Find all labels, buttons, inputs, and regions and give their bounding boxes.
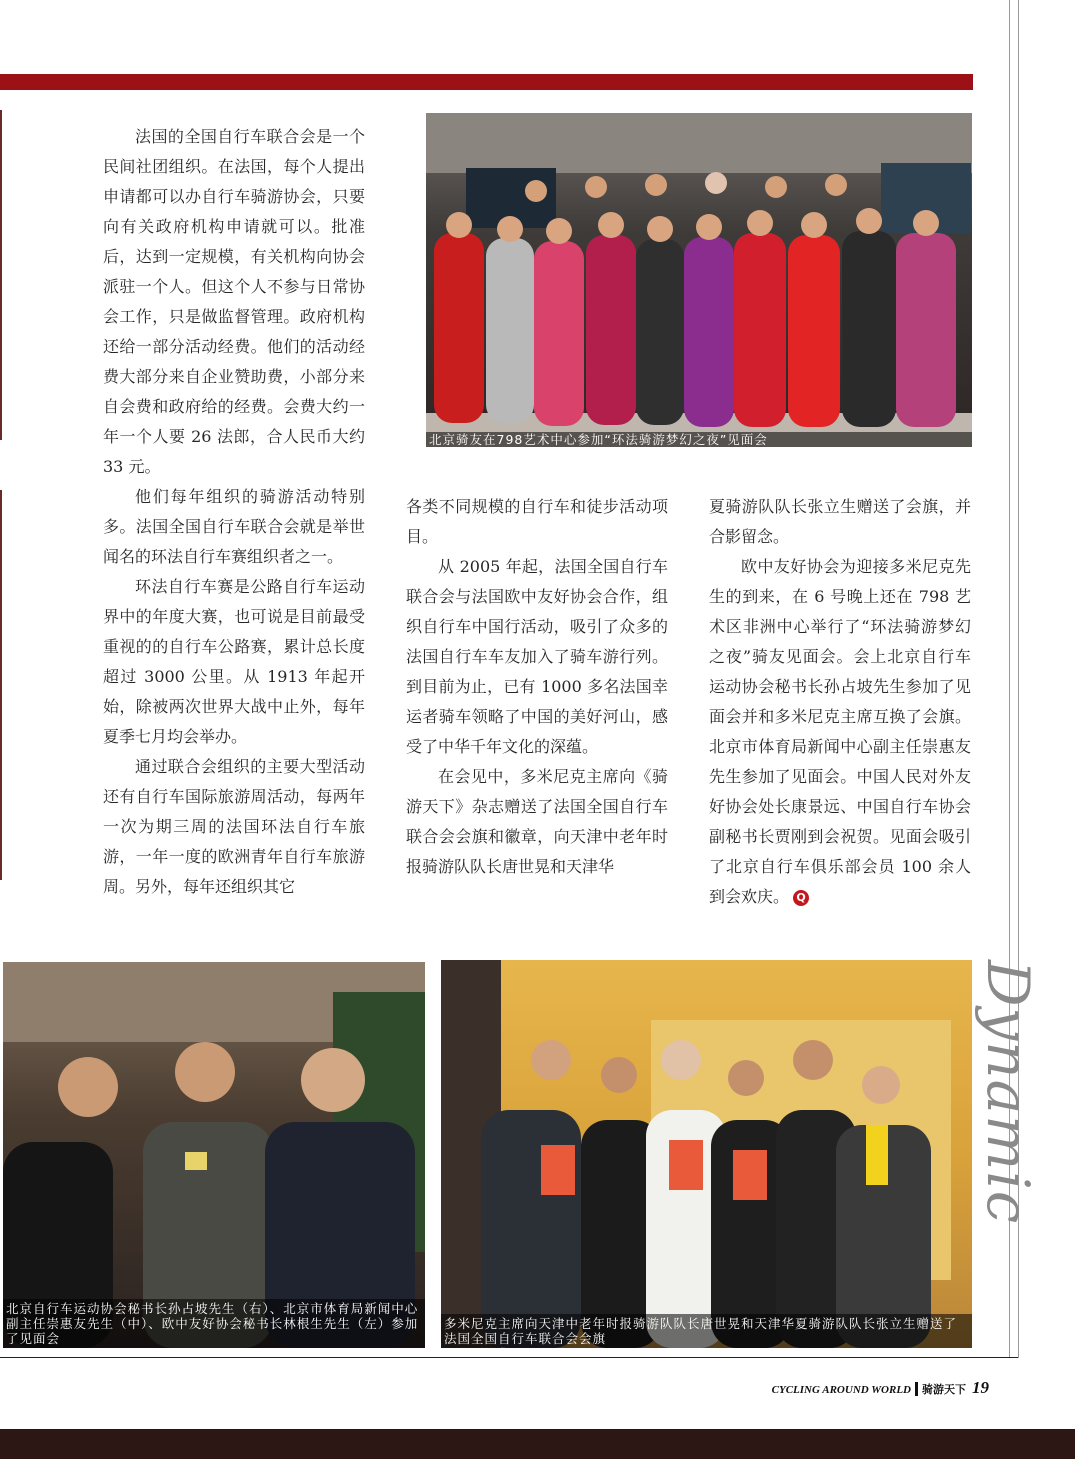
text-column-right	[709, 492, 971, 912]
page-number: 19	[972, 1378, 989, 1397]
page-footer	[772, 1378, 989, 1398]
photo-caption-bottom-left: 北京自行车运动协会秘书长孙占坡先生（右）、北京市体育局新闻中心副主任崇惠友先生（中）、欧中友好协会秘书长林根生先生（左）参加了见面会	[3, 1299, 425, 1348]
photo-three-officials-image	[3, 962, 425, 1348]
paragraph-continued: 各类不同规模的自行车和徒步活动项目。	[406, 497, 668, 546]
footer-separator	[915, 1382, 918, 1396]
text-column-left	[103, 122, 365, 902]
photo-three-officials	[3, 962, 425, 1348]
end-mark-icon: Q	[793, 890, 809, 906]
photo-flag-presentation	[441, 960, 972, 1348]
paragraph: 他们每年组织的骑游活动特别多。法国全国自行车联合会就是举世闻名的环法自行车赛组织者之一。	[103, 487, 365, 566]
paragraph: 从 2005 年起，法国全国自行车联合会与法国欧中友好协会合作，组织自行车中国行活动，吸引了众多的法国自行车车友加入了骑车游行列。到目前为止，已有 1000 多名法国幸运者骑车领略了中国的美好河山，感受了中华千年文化的深蕴。	[406, 557, 668, 756]
left-edge-strip	[0, 110, 2, 440]
bottom-dark-band	[0, 1429, 1075, 1459]
magazine-name-cn: 骑游天下	[922, 1384, 966, 1396]
left-edge-strip-lower	[0, 490, 2, 880]
photo-flag-presentation-image	[441, 960, 972, 1348]
photo-group-798	[426, 113, 972, 447]
paragraph: 法国的全国自行车联合会是一个民间社团组织。在法国，每个人提出申请都可以办自行车骑游协会，只要向有关政府机构申请就可以。批准后，达到一定规模，有关机构向协会派驻一个人。但这个人不参与日常协会工作，只是做监督管理。政府机构还给一部分活动经费。他们的活动经费大部分来自企业赞助费，小部分来自会费和政府给的经费。会费大约一年一个人要 26 法郎，合人民币大约 33 元。	[103, 127, 365, 476]
paragraph	[709, 552, 971, 912]
header-red-bar	[0, 74, 973, 90]
paragraph-text: 欧中友好协会为迎接多米尼克先生的到来，在 6 号晚上还在 798 艺术区非洲中心举行了“环法骑游梦幻之夜”骑友见面会。会上北京自行车运动协会秘书长孙占坡先生参加了见面会并和多米尼克主席互换了会旗。北京市体育局新闻中心副主任崇惠友先生参加了见面会。中国人民对外友好协会处长康景远、中国自行车协会副秘书长贾刚到会祝贺。见面会吸引了北京自行车俱乐部会员 100 余人到会欢庆。	[709, 557, 971, 906]
photo-caption-top: 北京骑友在798艺术中心参加“环法骑游梦幻之夜”见面会	[426, 432, 972, 447]
paragraph: 通过联合会组织的主要大型活动还有自行车国际旅游周活动，每两年一次为期三周的法国环法自行车旅游，一年一度的欧洲青年自行车旅游周。另外，每年还组织其它	[103, 757, 365, 896]
paragraph-continued: 夏骑游队队长张立生赠送了会旗，并合影留念。	[709, 497, 971, 546]
section-word-dynamic: Dynamic	[974, 960, 1042, 1225]
text-column-middle	[406, 492, 668, 882]
paragraph: 环法自行车赛是公路自行车运动界中的年度大赛，也可说是目前最受重视的的自行车公路赛，累计总长度超过 3000 公里。从 1913 年起开始，除被两次世界大战中止外，每年夏季七月均会举办。	[103, 577, 365, 746]
bottom-rule	[0, 1357, 1018, 1358]
photo-caption-bottom-right: 多米尼克主席向天津中老年时报骑游队队长唐世晃和天津华夏骑游队队长张立生赠送了法国全国自行车联合会会旗	[441, 1314, 972, 1348]
magazine-name-en: CYCLING AROUND WORLD	[771, 1384, 911, 1396]
paragraph: 在会见中，多米尼克主席向《骑游天下》杂志赠送了法国全国自行车联合会会旗和徽章，向天津中老年时报骑游队队长唐世晃和天津华	[406, 767, 668, 876]
photo-group-798-image	[426, 113, 972, 447]
